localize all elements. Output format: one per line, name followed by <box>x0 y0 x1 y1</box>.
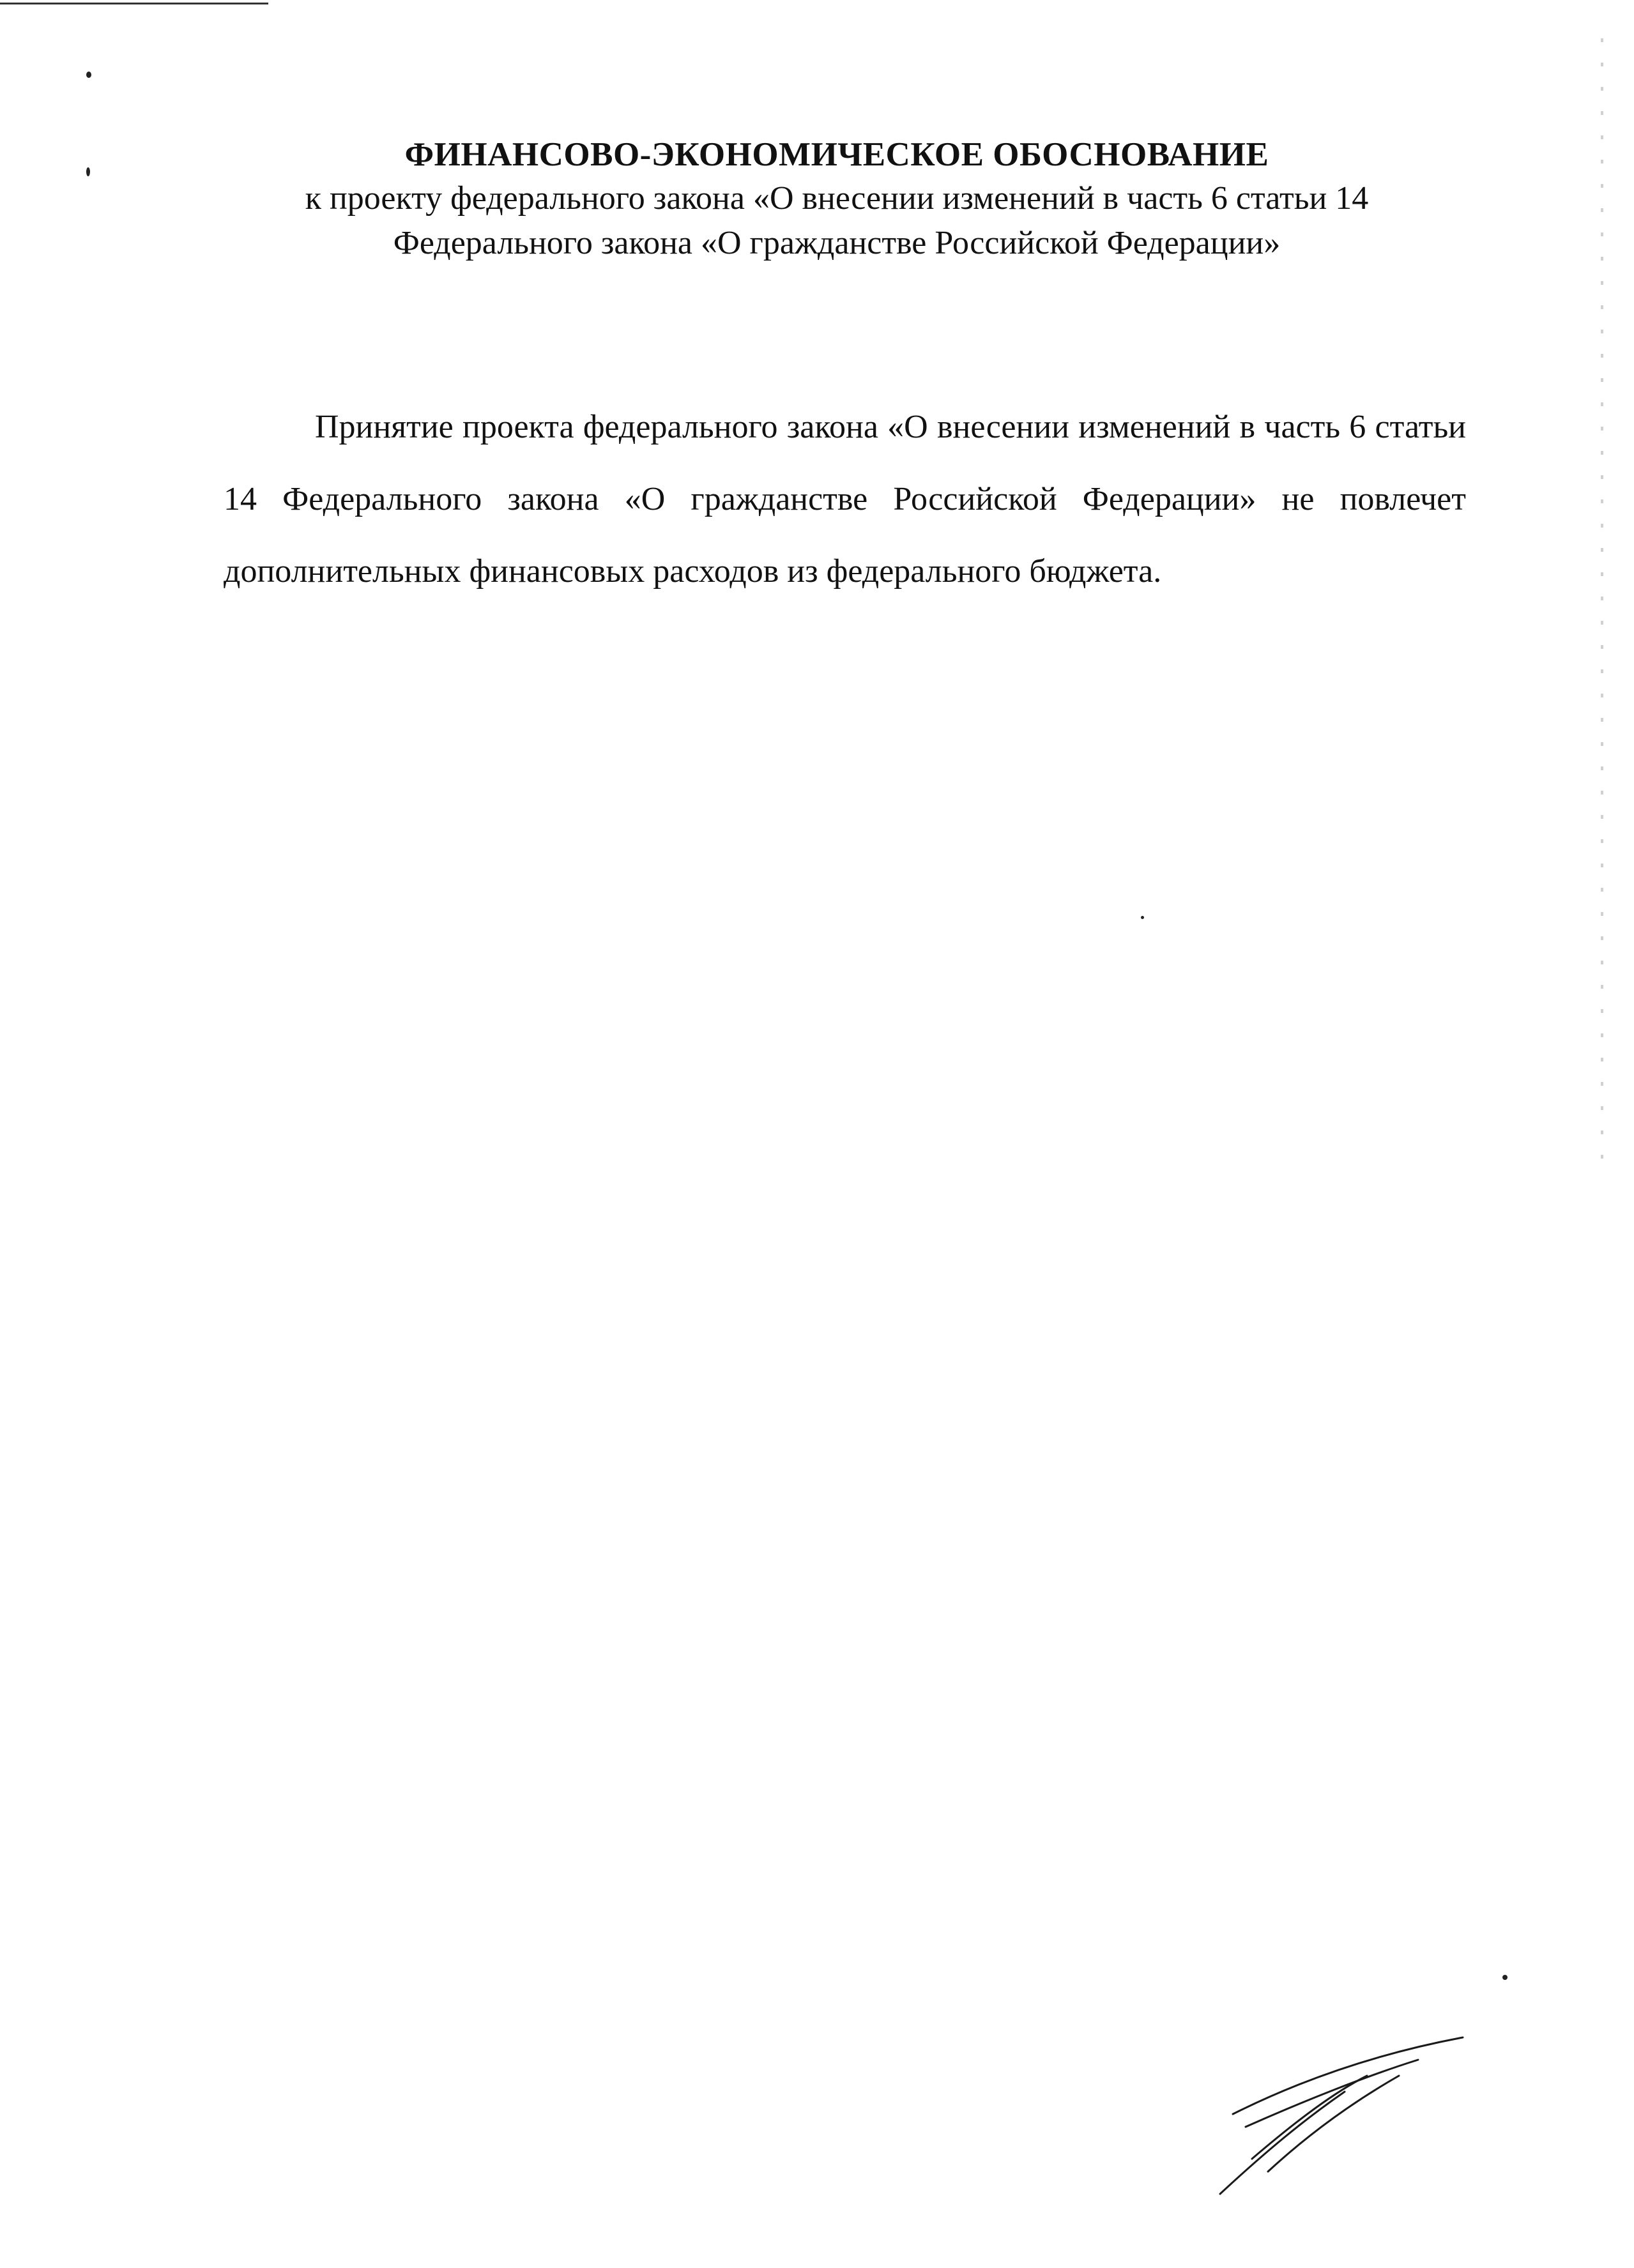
scan-edge-noise <box>1601 38 1603 1175</box>
document-title: ФИНАНСОВО-ЭКОНОМИЧЕСКОЕ ОБОСНОВАНИЕ <box>404 136 1269 173</box>
handwritten-signature-icon <box>1207 2031 1476 2197</box>
signature-stroke <box>1246 2060 1418 2127</box>
scan-artifact-line <box>0 3 268 4</box>
scan-speck <box>86 167 90 176</box>
scan-speck <box>1502 1975 1508 1980</box>
signature-stroke <box>1233 2037 1463 2114</box>
document-subtitle-line-2: Федерального закона «О гражданстве Российской Федерации» <box>393 225 1281 261</box>
document-heading <box>211 133 1463 266</box>
signature-stroke <box>1220 2092 1345 2194</box>
scan-speck <box>86 72 91 78</box>
scan-speck <box>1141 916 1144 919</box>
document-subtitle-line-1: к проекту федерального закона «О внесении изменений в часть 6 статьи 14 <box>305 180 1369 217</box>
body-paragraph: Принятие проекта федерального закона «О внесении изменений в часть 6 статьи 14 Федерального закона «О гражданстве Российской Федерации» не повлечет дополнительных финансовых расходов из федерального бюджета. <box>224 409 1466 590</box>
